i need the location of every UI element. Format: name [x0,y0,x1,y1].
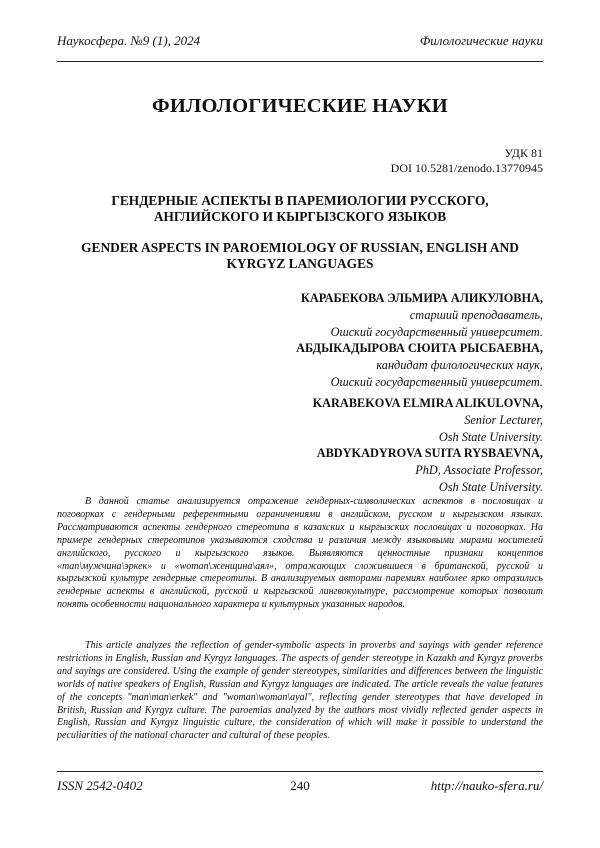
page-number: 240 [290,778,310,793]
section-title: ФИЛОЛОГИЧЕСКИЕ НАУКИ [152,95,448,117]
author-affiliation: Osh State University. [438,479,543,494]
footer-divider [57,771,543,772]
author-affiliation: Ошский государственный университет. [330,374,543,389]
author-name: KARABEKOVA ELMIRA ALIKULOVNA, [312,396,543,410]
issn: ISSN 2542-0402 [57,778,143,793]
title-en-line2: KYRGYZ LANGUAGES [226,256,374,271]
title-en-line1: GENDER ASPECTS IN PAROEMIOLOGY OF RUSSIAN, ENGLISH AND [81,240,519,255]
author-position: старший преподаватель, [409,307,543,322]
journal-url[interactable]: http://nauko-sfera.ru/ [430,778,543,793]
udk-code: УДК 81 [504,146,543,160]
title-ru-line1: ГЕНДЕРНЫЕ АСПЕКТЫ В ПАРЕМИОЛОГИИ РУССКОГО, [111,193,489,208]
article-title-ru [57,193,543,225]
authors-en [313,395,543,496]
udk-doi-block [391,146,543,176]
title-ru-line2: АНГЛИЙСКОГО И КЫРГЫЗСКОГО ЯЗЫКОВ [153,209,447,224]
abstract-en: This article analyzes the reflection of gender-symbolic aspects in proverbs and sayings with gender reference restrictions in English, Russian and Kyrgyz languages. The aspects of gender stereotype in Kazakh and Kyrgyz proverbs and sayings are considered. Using the example of gender stereotypes, similarities and differences between the linguistic worlds of native speakers of English, Russian and Kyrgyz languages are indicated. The article reveals the value features of the concepts "man\man\erkek" and "woman\woman\ayal", reflecting gender stereotypes that have developed in British, Russian and Kyrgyz culture. The paroemias analyzed by the authors most vividly reflected gender aspects in English, Russian and Kyrgyz linguistic culture, the consideration of which will make it possible to understand the peculiarities of the national character and cultural of these peoples. [57,640,543,742]
abstract-ru: В данной статье анализируется отражение гендерных-символических аспектов в пословицах и поговорках с гендерными референтными ограничениями в английском, русском и кыргызском языках. Рассматриваются аспекты гендерного стереотипа в казахских и кыргызских пословицах и поговорках. На примере гендерных стереотипов указываются сходства и различия между языковыми мирами носителей английского, русского и кыргызского языков. Выявляются ценностные признаки концептов «man\мужчина\эркек» и «woman\женщина\аял», отражающих сложившиеся в британской, русской и кыргызской культуре гендерные стереотипы. В анализируемых авторами паремиях наиболее ярко отразились гендерные аспекты в английской, русской и кыргызской лингвокультуре, рассмотрение которых позволит понять особенности национального характера и культурных указанных народов. [57,496,543,611]
author-name: АБДЫКАДЫРОВА СЮИТА РЫСБАЕВНА, [296,341,543,356]
header-divider [57,61,543,62]
journal-header: Наукосфера. №9 (1), 2024 [57,33,201,48]
author-position: PhD, Associate Professor, [415,463,543,478]
author-position: Senior Lecturer, [464,412,543,427]
doi: DOI 10.5281/zenodo.13770945 [390,161,543,175]
article-title-en [57,240,543,272]
author-name: ABDYKADYROVA SUITA RYSBAEVNA, [316,446,543,461]
author-affiliation: Ошский государственный университет. [330,324,543,339]
author-position: кандидат филологических наук, [376,358,543,373]
author-name: КАРАБЕКОВА ЭЛЬМИРА АЛИКУЛОВНА, [300,291,543,305]
author-affiliation: Osh State University. [438,429,543,444]
authors-ru [296,290,543,391]
section-header: Филологические науки [419,33,543,48]
